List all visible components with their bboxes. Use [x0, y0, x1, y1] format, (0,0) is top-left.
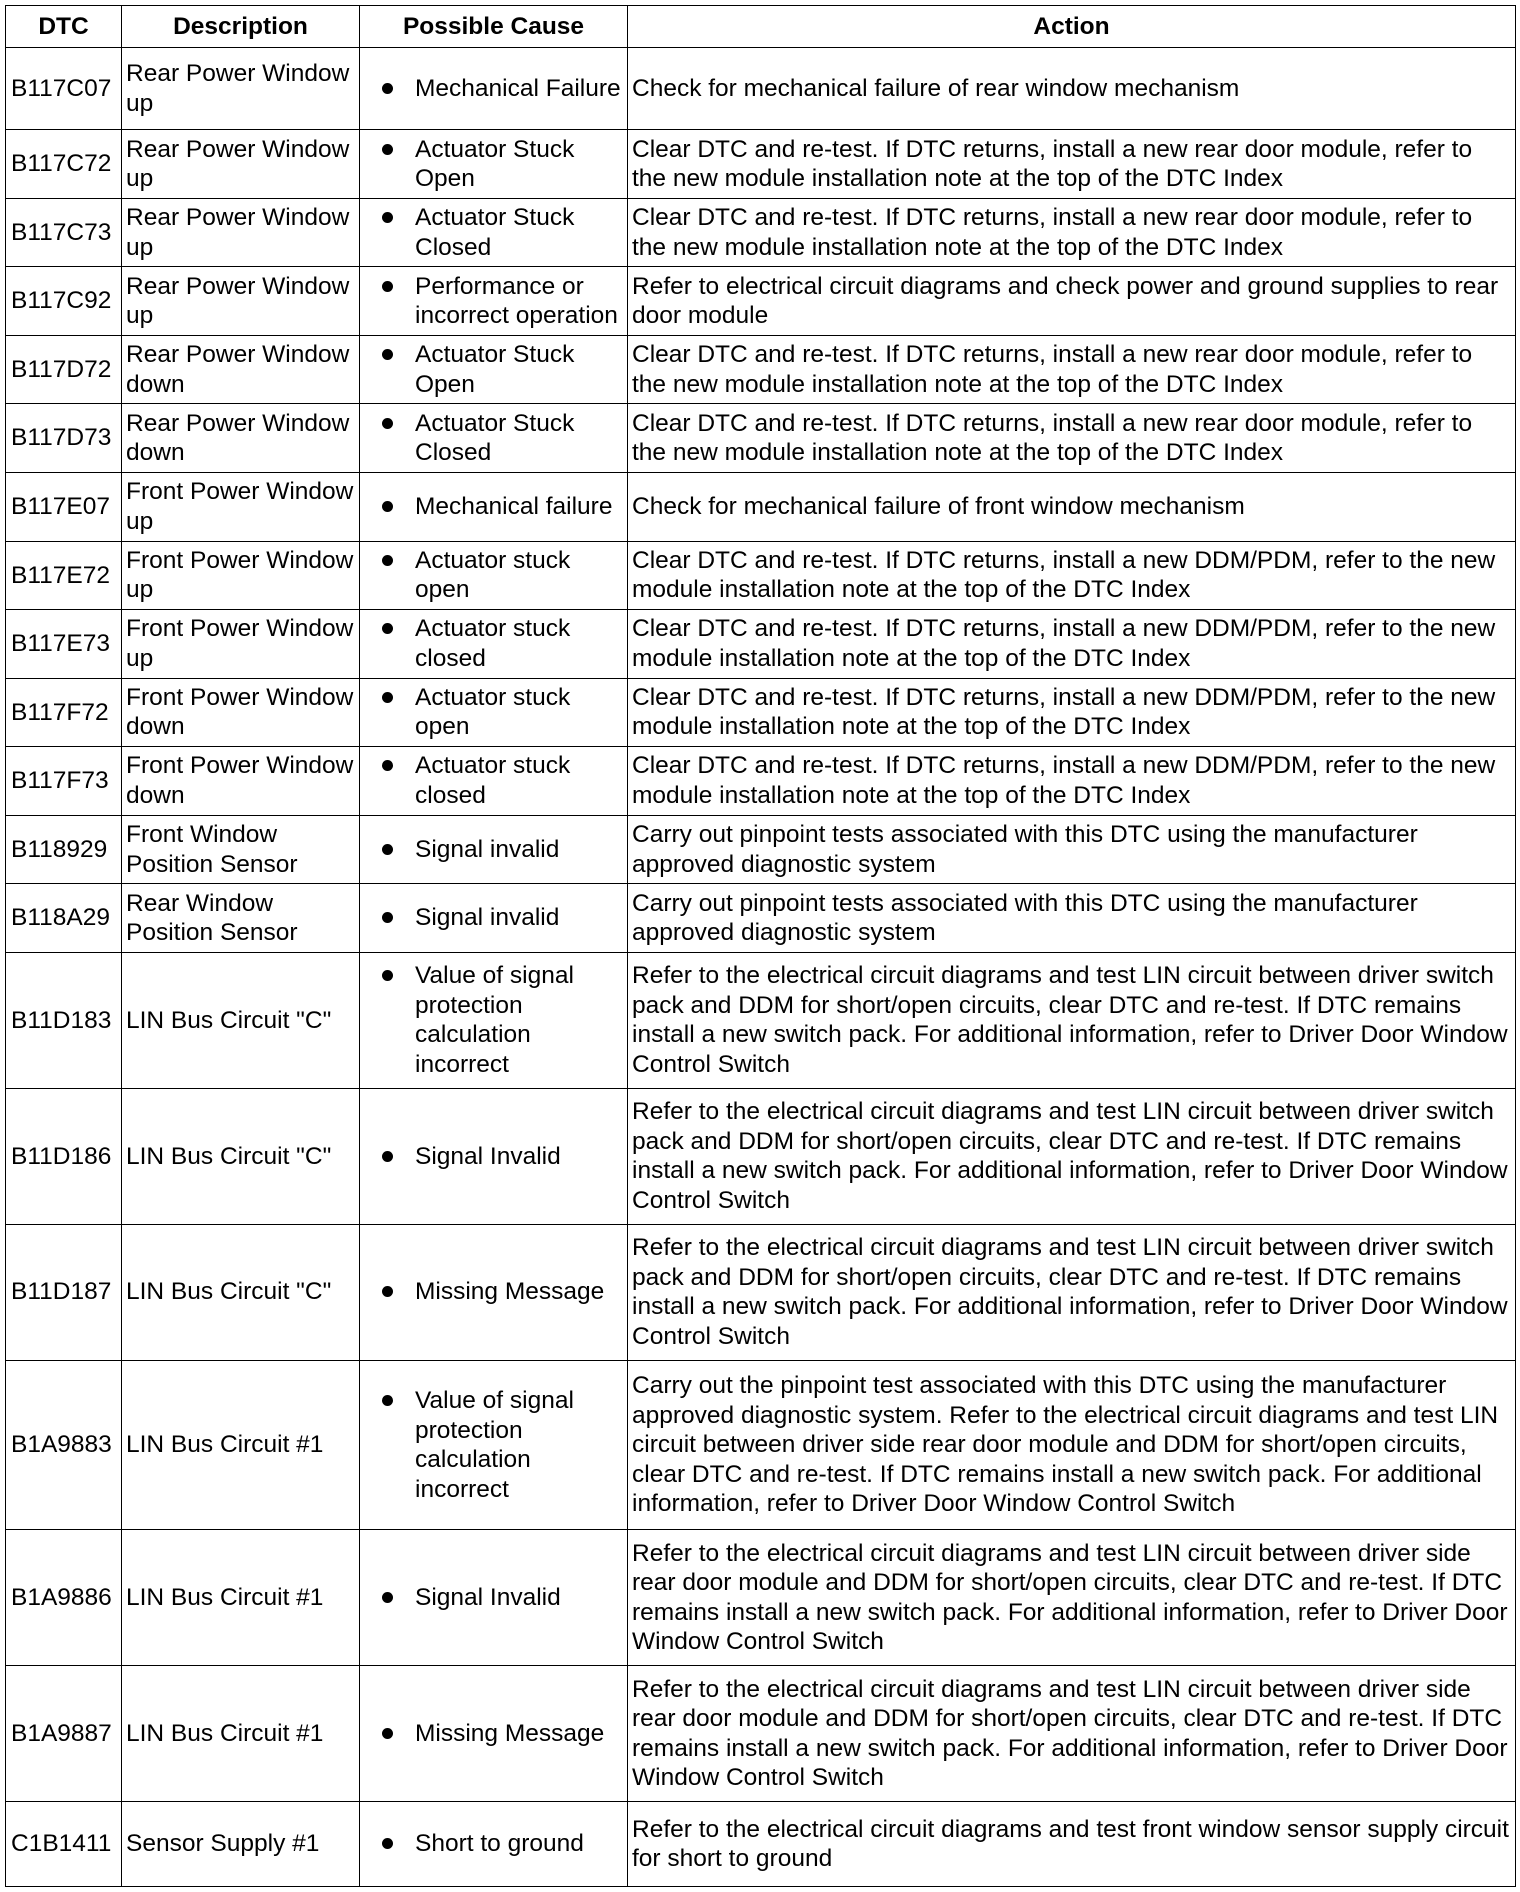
bullet-icon: [382, 281, 393, 292]
possible-cause-cell: [360, 884, 628, 953]
table-row: [6, 1088, 1516, 1224]
table-row: [6, 678, 1516, 747]
dtc-code: B11D187: [6, 1224, 122, 1360]
action-text: Carry out the pinpoint test associated with this DTC using the manufacturer approved diagnostic system. Refer to the electrical circuit diagrams and test LIN circuit between driver side rear door module and DDM for short/open circuits, clear DTC and re-test. If DTC remains install a new switch pack. For additional information, refer to Driver Door Window Control Switch: [628, 1360, 1516, 1530]
table-row: [6, 473, 1516, 542]
possible-cause-item: [364, 1142, 623, 1172]
possible-cause: Actuator Stuck Closed: [415, 204, 575, 261]
bullet-icon: [382, 844, 393, 855]
possible-cause-cell: [360, 1802, 628, 1887]
bullet-icon: [382, 1151, 393, 1162]
action-text: Carry out pinpoint tests associated with this DTC using the manufacturer approved diagnostic system: [628, 815, 1516, 884]
header-dtc: DTC: [6, 6, 122, 48]
bullet-icon: [382, 623, 393, 634]
table-row: [6, 747, 1516, 816]
table-row: [6, 610, 1516, 679]
table-body: [6, 48, 1516, 1887]
action-text: Clear DTC and re-test. If DTC returns, install a new rear door module, refer to the new module installation note at the top of the DTC Index: [628, 198, 1516, 267]
possible-cause-item: [364, 135, 623, 194]
possible-cause-cell: [360, 267, 628, 336]
dtc-description: LIN Bus Circuit "C": [122, 1224, 360, 1360]
dtc-code: B11D186: [6, 1088, 122, 1224]
dtc-description: Front Window Position Sensor: [122, 815, 360, 884]
action-text: Refer to the electrical circuit diagrams and test front window sensor supply circuit for short to ground: [628, 1802, 1516, 1887]
bullet-icon: [382, 349, 393, 360]
possible-cause: Actuator stuck open: [415, 683, 571, 741]
dtc-code: B117C07: [6, 48, 122, 130]
possible-cause: Value of signal protection calculation incorrect: [415, 962, 574, 1078]
possible-cause: Actuator Stuck Open: [415, 135, 575, 193]
dtc-description: LIN Bus Circuit "C": [122, 1088, 360, 1224]
action-text: Clear DTC and re-test. If DTC returns, install a new rear door module, refer to the new module installation note at the top of the DTC Index: [628, 335, 1516, 404]
dtc-description: LIN Bus Circuit #1: [122, 1666, 360, 1802]
dtc-code: B117F73: [6, 747, 122, 816]
bullet-icon: [382, 1592, 393, 1603]
possible-cause-item: [364, 751, 623, 810]
possible-cause-cell: [360, 404, 628, 473]
dtc-description: Rear Power Window up: [122, 198, 360, 267]
table-row: [6, 198, 1516, 267]
possible-cause: Signal invalid: [415, 904, 560, 932]
possible-cause: Missing Message: [415, 1278, 605, 1306]
possible-cause-item: [364, 683, 623, 742]
possible-cause: Mechanical Failure: [415, 74, 621, 102]
possible-cause: Signal invalid: [415, 835, 560, 863]
dtc-description: Rear Window Position Sensor: [122, 884, 360, 953]
action-text: Refer to the electrical circuit diagrams and test LIN circuit between driver switch pack and DDM for short/open circuits, clear DTC and re-test. If DTC remains install a new switch pack. For additional information, refer to Driver Door Window Control Switch: [628, 952, 1516, 1088]
table-row: [6, 1224, 1516, 1360]
dtc-code: C1B1411: [6, 1802, 122, 1887]
dtc-code: B118929: [6, 815, 122, 884]
dtc-description: LIN Bus Circuit #1: [122, 1360, 360, 1530]
table-row: [6, 267, 1516, 336]
bullet-icon: [382, 418, 393, 429]
bullet-icon: [382, 1286, 393, 1297]
possible-cause-cell: [360, 1360, 628, 1530]
header-description: Description: [122, 6, 360, 48]
possible-cause-cell: [360, 198, 628, 267]
possible-cause-cell: [360, 48, 628, 130]
possible-cause-item: [364, 409, 623, 468]
table-row: [6, 1802, 1516, 1887]
possible-cause-item: [364, 546, 623, 605]
table-row: [6, 541, 1516, 610]
bullet-icon: [382, 760, 393, 771]
possible-cause: Actuator stuck closed: [415, 615, 571, 672]
table-row: [6, 404, 1516, 473]
dtc-code: B117D72: [6, 335, 122, 404]
action-text: Clear DTC and re-test. If DTC returns, install a new rear door module, refer to the new module installation note at the top of the DTC Index: [628, 404, 1516, 473]
table-row: [6, 1530, 1516, 1666]
possible-cause: Signal Invalid: [415, 1584, 561, 1612]
possible-cause-item: [364, 272, 623, 331]
dtc-code: B117C73: [6, 198, 122, 267]
possible-cause-item: [364, 961, 623, 1079]
bullet-icon: [382, 555, 393, 566]
dtc-code: B117C72: [6, 130, 122, 199]
action-text: Clear DTC and re-test. If DTC returns, install a new DDM/PDM, refer to the new module installation note at the top of the DTC Index: [628, 678, 1516, 747]
dtc-code: B117F72: [6, 678, 122, 747]
dtc-code: B117D73: [6, 404, 122, 473]
dtc-description: Front Power Window down: [122, 678, 360, 747]
bullet-icon: [382, 692, 393, 703]
dtc-description: Rear Power Window up: [122, 267, 360, 336]
possible-cause-cell: [360, 130, 628, 199]
header-action: Action: [628, 6, 1516, 48]
dtc-code: B117E73: [6, 610, 122, 679]
action-text: Refer to the electrical circuit diagrams and test LIN circuit between driver switch pack and DDM for short/open circuits, clear DTC and re-test. If DTC remains install a new switch pack. For additional information, refer to Driver Door Window Control Switch: [628, 1224, 1516, 1360]
table-row: [6, 952, 1516, 1088]
action-text: Clear DTC and re-test. If DTC returns, install a new DDM/PDM, refer to the new module installation note at the top of the DTC Index: [628, 747, 1516, 816]
possible-cause-cell: [360, 1088, 628, 1224]
possible-cause-item: [364, 1719, 623, 1749]
possible-cause-item: [364, 203, 623, 262]
possible-cause-cell: [360, 747, 628, 816]
possible-cause-item: [364, 74, 623, 104]
dtc-code: B117C92: [6, 267, 122, 336]
dtc-code: B1A9887: [6, 1666, 122, 1802]
bullet-icon: [382, 212, 393, 223]
action-text: Refer to the electrical circuit diagrams and test LIN circuit between driver side rear door module and DDM for short/open circuits, clear DTC and re-test. If DTC remains install a new switch pack. For additional information, refer to Driver Door Window Control Switch: [628, 1530, 1516, 1666]
action-text: Refer to the electrical circuit diagrams and test LIN circuit between driver side rear door module and DDM for short/open circuits, clear DTC and re-test. If DTC remains install a new switch pack. For additional information, refer to Driver Door Window Control Switch: [628, 1666, 1516, 1802]
possible-cause-cell: [360, 473, 628, 542]
possible-cause-cell: [360, 610, 628, 679]
dtc-description: Rear Power Window up: [122, 130, 360, 199]
possible-cause: Short to ground: [415, 1830, 584, 1858]
possible-cause-cell: [360, 541, 628, 610]
dtc-description: Front Power Window down: [122, 747, 360, 816]
bullet-icon: [382, 144, 393, 155]
dtc-table: [5, 5, 1516, 1887]
bullet-icon: [382, 83, 393, 94]
possible-cause: Actuator stuck open: [415, 546, 571, 604]
bullet-icon: [382, 1838, 393, 1849]
bullet-icon: [382, 970, 393, 981]
possible-cause-item: [364, 614, 623, 673]
dtc-description: LIN Bus Circuit #1: [122, 1530, 360, 1666]
dtc-code: B118A29: [6, 884, 122, 953]
possible-cause-cell: [360, 1530, 628, 1666]
dtc-code: B117E72: [6, 541, 122, 610]
dtc-description: Front Power Window up: [122, 473, 360, 542]
possible-cause-item: [364, 340, 623, 399]
action-text: Clear DTC and re-test. If DTC returns, install a new DDM/PDM, refer to the new module installation note at the top of the DTC Index: [628, 610, 1516, 679]
possible-cause: Actuator stuck closed: [415, 752, 571, 809]
action-text: Check for mechanical failure of front window mechanism: [628, 473, 1516, 542]
header-row: [6, 6, 1516, 48]
bullet-icon: [382, 1728, 393, 1739]
dtc-code: B117E07: [6, 473, 122, 542]
possible-cause: Value of signal protection calculation incorrect: [415, 1387, 574, 1503]
possible-cause-item: [364, 1386, 623, 1504]
possible-cause: Performance or incorrect operation: [415, 272, 618, 330]
possible-cause-cell: [360, 952, 628, 1088]
possible-cause-item: [364, 1277, 623, 1307]
possible-cause-cell: [360, 1224, 628, 1360]
possible-cause-item: [364, 1583, 623, 1613]
action-text: Clear DTC and re-test. If DTC returns, install a new DDM/PDM, refer to the new module installation note at the top of the DTC Index: [628, 541, 1516, 610]
dtc-description: Sensor Supply #1: [122, 1802, 360, 1887]
table-row: [6, 130, 1516, 199]
dtc-code: B1A9883: [6, 1360, 122, 1530]
possible-cause-cell: [360, 1666, 628, 1802]
dtc-description: Rear Power Window down: [122, 404, 360, 473]
possible-cause-cell: [360, 678, 628, 747]
action-text: Refer to the electrical circuit diagrams and test LIN circuit between driver switch pack and DDM for short/open circuits, clear DTC and re-test. If DTC remains install a new switch pack. For additional information, refer to Driver Door Window Control Switch: [628, 1088, 1516, 1224]
action-text: Carry out pinpoint tests associated with this DTC using the manufacturer approved diagnostic system: [628, 884, 1516, 953]
possible-cause-item: [364, 1829, 623, 1859]
bullet-icon: [382, 1395, 393, 1406]
possible-cause-cell: [360, 815, 628, 884]
dtc-description: Front Power Window up: [122, 541, 360, 610]
table-row: [6, 1666, 1516, 1802]
table-row: [6, 335, 1516, 404]
header-possible-cause: Possible Cause: [360, 6, 628, 48]
possible-cause: Actuator Stuck Closed: [415, 409, 575, 467]
possible-cause: Mechanical failure: [415, 493, 613, 521]
dtc-description: LIN Bus Circuit "C": [122, 952, 360, 1088]
possible-cause-item: [364, 492, 623, 522]
dtc-description: Rear Power Window down: [122, 335, 360, 404]
bullet-icon: [382, 501, 393, 512]
action-text: Check for mechanical failure of rear window mechanism: [628, 48, 1516, 130]
dtc-description: Rear Power Window up: [122, 48, 360, 130]
action-text: Refer to electrical circuit diagrams and check power and ground supplies to rear door module: [628, 267, 1516, 336]
possible-cause-cell: [360, 335, 628, 404]
table-row: [6, 48, 1516, 130]
bullet-icon: [382, 912, 393, 923]
possible-cause: Actuator Stuck Open: [415, 341, 575, 398]
table-row: [6, 1360, 1516, 1530]
dtc-code: B1A9886: [6, 1530, 122, 1666]
possible-cause-item: [364, 903, 623, 933]
possible-cause: Signal Invalid: [415, 1142, 561, 1170]
table-row: [6, 884, 1516, 953]
possible-cause: Missing Message: [415, 1720, 605, 1748]
table-row: [6, 815, 1516, 884]
dtc-description: Front Power Window up: [122, 610, 360, 679]
dtc-code: B11D183: [6, 952, 122, 1088]
action-text: Clear DTC and re-test. If DTC returns, install a new rear door module, refer to the new module installation note at the top of the DTC Index: [628, 130, 1516, 199]
possible-cause-item: [364, 835, 623, 865]
